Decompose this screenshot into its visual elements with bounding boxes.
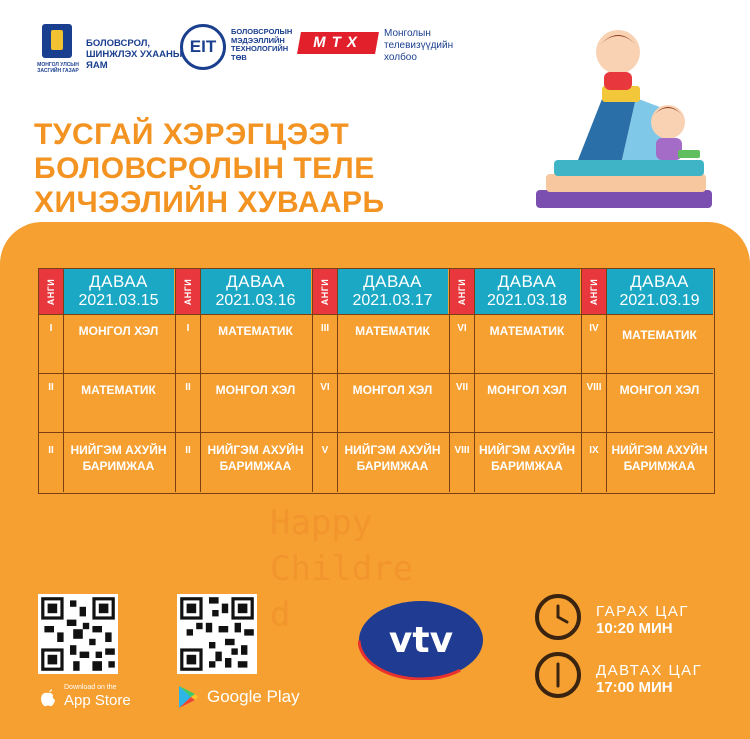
grade-header-text: АНГИ [457,278,467,305]
government-caption: МОНГОЛ УЛСЫН ЗАСГИЙН ГАЗАР [37,62,79,74]
grade-cell: VII [455,382,469,393]
day-date: 2021.03.16 [215,292,296,309]
appstore-text: App Store [64,692,131,709]
schedule-table [38,268,715,494]
eit-name [231,28,292,62]
table-rule [39,432,713,433]
subject-cell: МАТЕМАТИК [218,324,293,338]
day-header [200,269,311,314]
google-play-icon [177,685,199,709]
day-column [176,269,311,492]
grade-cell: VIII [454,445,470,456]
eit-line-1: БОЛОВСРОЛЫН [231,27,293,36]
appstore-small-text: Download on the [64,684,117,691]
day-header [474,269,580,314]
poster-title [34,118,474,220]
grade-cell: II [48,445,54,456]
mtx-logo: МТХ [297,32,379,54]
subject-cell: МОНГОЛ ХЭЛ [215,383,296,397]
logo-bar [34,18,454,78]
eit-line-3: ТЕХНОЛОГИЙН [231,44,289,53]
watermark-line-2: Childre [270,549,414,589]
eit-line-4: ТӨВ [231,52,247,62]
grade-cell: V [321,445,329,456]
subject-cell: НИЙГЭМ АХУЙН БАРИМЖАА [70,443,167,473]
subject-cell: МАТЕМАТИК [355,324,430,338]
vtv-logo-text: vtv [388,620,454,661]
air-time-value: 10:20 МИН [596,620,673,637]
subject-cell: НИЙГЭМ АХУЙН БАРИМЖАА [207,443,304,473]
table-rule [337,269,338,492]
grade-header-text: АНГИ [183,278,193,305]
watermark-line-3: d [270,595,291,635]
day-name: ДАВАА [630,272,689,291]
day-date: 2021.03.19 [619,292,700,309]
day-date: 2021.03.17 [352,292,433,309]
eit-line-2: МЭДЭЭЛЛИЙН [231,35,285,45]
soyombo-emblem-icon [42,24,72,58]
grade-cell: VIII [586,382,602,393]
table-rule [474,269,475,492]
day-header [337,269,448,314]
grade-header [450,269,474,314]
day-date: 2021.03.15 [78,292,159,309]
grade-header [39,269,63,314]
subject-cell: МАТЕМАТИК [622,328,697,342]
grade-cell: IV [589,323,599,334]
subject-cell: НИЙГЭМ АХУЙН БАРИМЖАА [344,443,441,473]
repeat-time-value: 17:00 МИН [596,679,673,696]
subject-cell: МОНГОЛ ХЭЛ [619,383,700,397]
subject-cell: МАТЕМАТИК [489,324,565,338]
subject-cell: НИЙГЭМ АХУЙН БАРИМЖАА [478,443,575,473]
grade-header [313,269,337,314]
table-rule [312,269,313,492]
grade-header-text: АНГИ [589,278,599,305]
grade-header [582,269,606,314]
mtx-line-2: телевизүүдийн [384,40,454,51]
repeat-time [596,662,702,696]
government-emblem-logo [34,22,82,74]
googleplay-text: Google Play [207,687,300,706]
apple-icon [38,686,58,708]
grade-header [176,269,200,314]
table-rule [175,269,176,492]
googleplay-qr-code[interactable] [177,594,257,674]
mtx-name [384,28,453,64]
mtx-line-1: Монголын [384,28,431,39]
day-header [63,269,174,314]
repeat-time-label: ДАВТАХ ЦАГ [596,662,703,679]
title-line-3: ХИЧЭЭЛИЙН ХУВААРЬ [34,186,385,219]
subject-cell: МОНГОЛ ХЭЛ [352,383,433,397]
subject-cell: МОНГОЛ ХЭЛ [78,324,159,338]
day-name: ДАВАА [226,272,285,291]
ministry-line-3: ЯАМ [86,60,108,71]
grade-cell: VI [320,382,330,393]
appstore-qr-code[interactable] [38,594,118,674]
subject-cell: МОНГОЛ ХЭЛ [487,383,567,397]
table-rule [63,269,64,492]
table-rule [606,269,607,492]
table-rule [581,269,582,492]
day-name: ДАВАА [363,272,422,291]
table-rule [39,373,713,374]
grade-cell: I [186,323,190,334]
day-column [313,269,448,492]
grade-cell: II [185,445,191,456]
table-rule [39,314,713,315]
subject-cell: МАТЕМАТИК [81,383,156,397]
table-rule [200,269,201,492]
ministry-line-1: БОЛОВСРОЛ, [86,38,151,49]
grade-header-text: АНГИ [46,278,56,305]
watermark-line-1: Happy [270,503,373,543]
clock-icon [535,594,581,640]
grade-cell: I [49,323,53,334]
air-time-label: ГАРАХ ЦАГ [596,603,690,620]
mtx-line-3: холбоо [384,52,417,63]
air-time [596,603,689,637]
grade-cell: III [320,323,330,334]
clock-icon [535,652,581,698]
grade-cell: VI [457,323,467,334]
grade-header-text: АНГИ [320,278,330,305]
day-column [39,269,174,492]
ministry-name [86,38,182,71]
day-name: ДАВАА [497,272,557,291]
grade-cell: IX [589,445,599,456]
day-date: 2021.03.18 [486,292,568,309]
table-rule [449,269,450,492]
day-name: ДАВАА [89,272,148,291]
vtv-channel-logo [358,600,484,680]
ministry-line-2: ШИНЖЛЭХ УХААНЫ [86,49,183,60]
subject-cell: НИЙГЭМ АХУЙН БАРИМЖАА [611,443,708,473]
title-line-2: БОЛОВСРОЛЫН ТЕЛЕ [34,152,375,185]
kids-reading-illustration [518,14,728,214]
title-line-1: ТУСГАЙ ХЭРЭГЦЭЭТ [34,118,350,151]
day-column [450,269,580,492]
day-header [606,269,713,314]
grade-cell: II [185,382,191,393]
eit-logo: EIT [180,24,226,70]
day-column [582,269,713,492]
grade-cell: II [48,382,54,393]
